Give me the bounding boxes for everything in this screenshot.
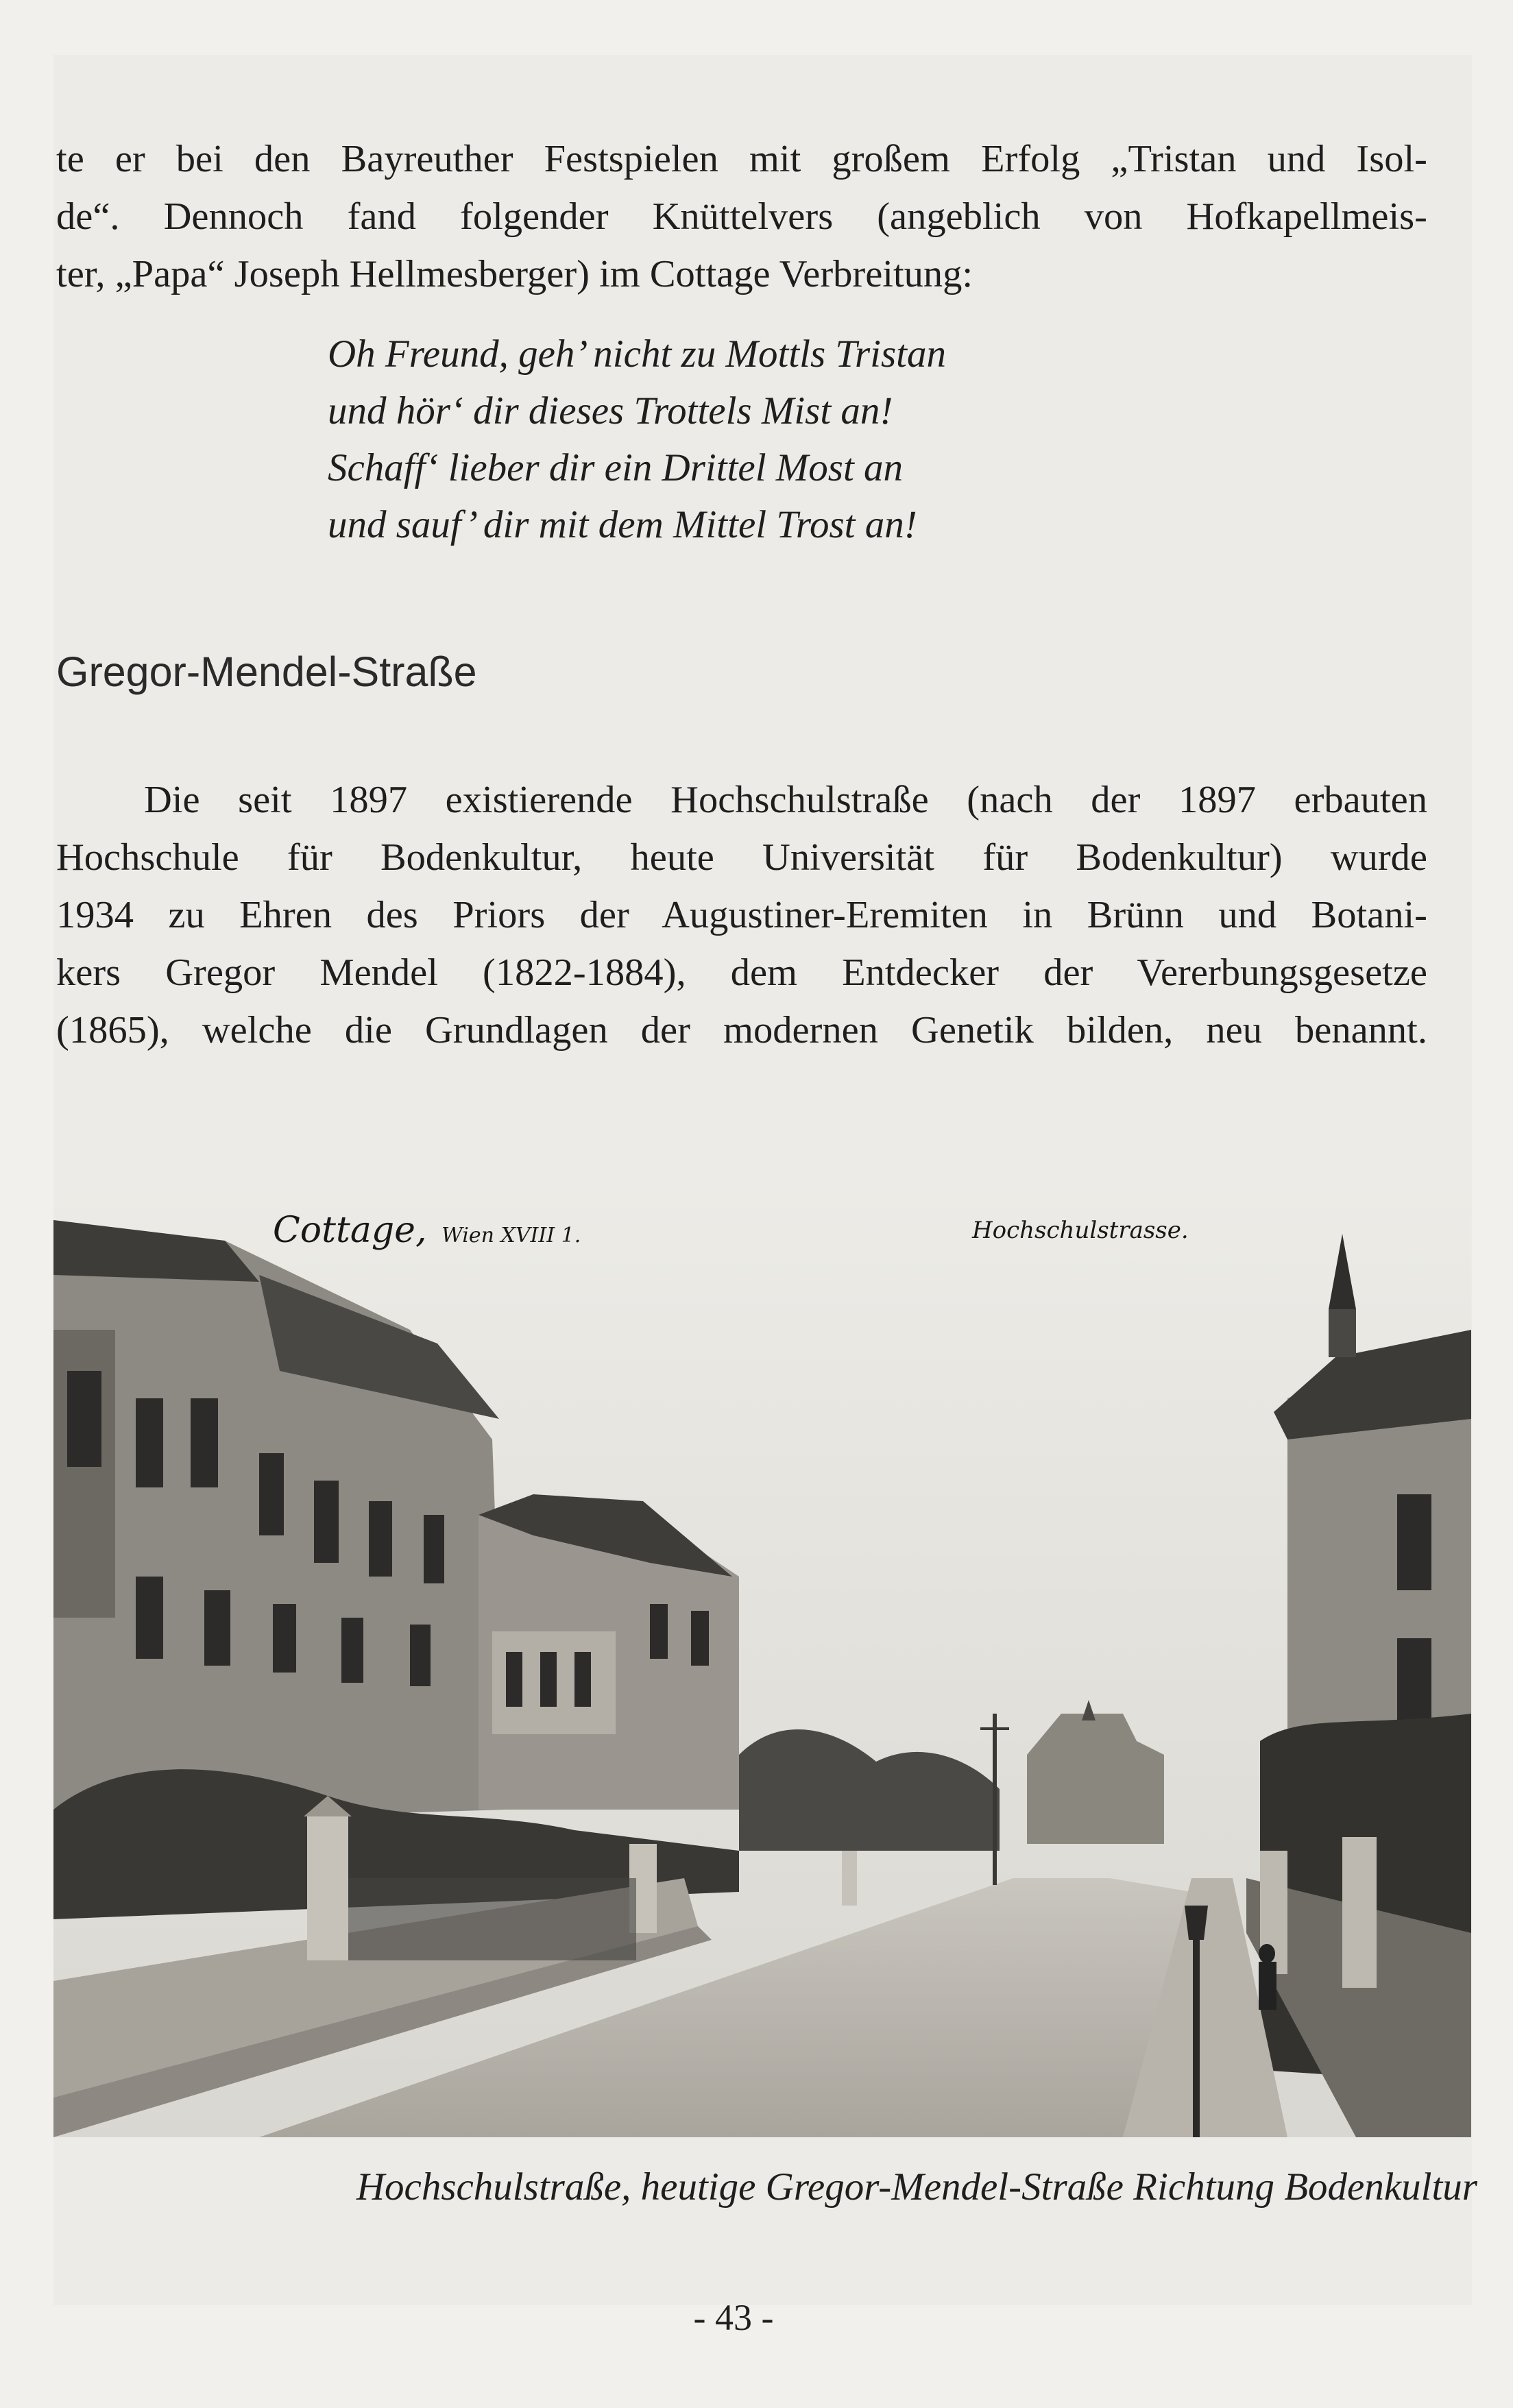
text-line: de“. Dennoch fand folgender Knüttelvers (angeblich von Hofkapellmeis- — [56, 195, 1427, 238]
text-line: Die seit 1897 existierende Hochschulstraße (nach der 1897 erbauten — [144, 779, 1427, 821]
page-number: - 43 - — [693, 2297, 774, 2338]
verse-line: Schaff‘ lieber dir ein Drittel Most an — [328, 446, 904, 489]
street-scene-illustration — [53, 1193, 1471, 2137]
paragraph-intro — [56, 130, 1427, 303]
text-line: 1934 zu Ehren des Priors der Augustiner-Eremiten in Brünn und Botani- — [56, 894, 1427, 936]
photo-caption: Hochschulstraße, heutige Gregor-Mendel-Straße Richtung Bodenkultur — [356, 2165, 1477, 2209]
photo-label-street: Hochschulstrasse. — [972, 1217, 1189, 1244]
verse-line: und hör‘ dir dieses Trottels Mist an! — [328, 389, 893, 433]
verse-line: Oh Freund, geh’ nicht zu Mottls Tristan — [328, 332, 946, 376]
text-line: Hochschule für Bodenkultur, heute Universität für Bodenkultur) wurde — [56, 836, 1427, 879]
paragraph-street — [56, 771, 1427, 1059]
verse-line: und sauf’ dir mit dem Mittel Trost an! — [328, 503, 917, 546]
photo-label-wien: Wien XVIII 1. — [441, 1224, 581, 1248]
text-line: (1865), welche die Grundlagen der modernen Genetik bilden, neu benannt. — [56, 1009, 1427, 1051]
photo-label-cottage: Cottage, — [273, 1210, 427, 1251]
historic-photograph — [53, 1193, 1471, 2137]
section-heading: Gregor-Mendel-Straße — [56, 648, 477, 695]
text-line: kers Gregor Mendel (1822-1884), dem Entdecker der Vererbungsgesetze — [56, 951, 1427, 994]
text-line: ter, „Papa“ Joseph Hellmesberger) im Cottage Verbreitung: — [56, 253, 973, 295]
verse-block — [328, 326, 946, 553]
text-line: te er bei den Bayreuther Festspielen mit großem Erfolg „Tristan und Isol- — [56, 138, 1427, 180]
